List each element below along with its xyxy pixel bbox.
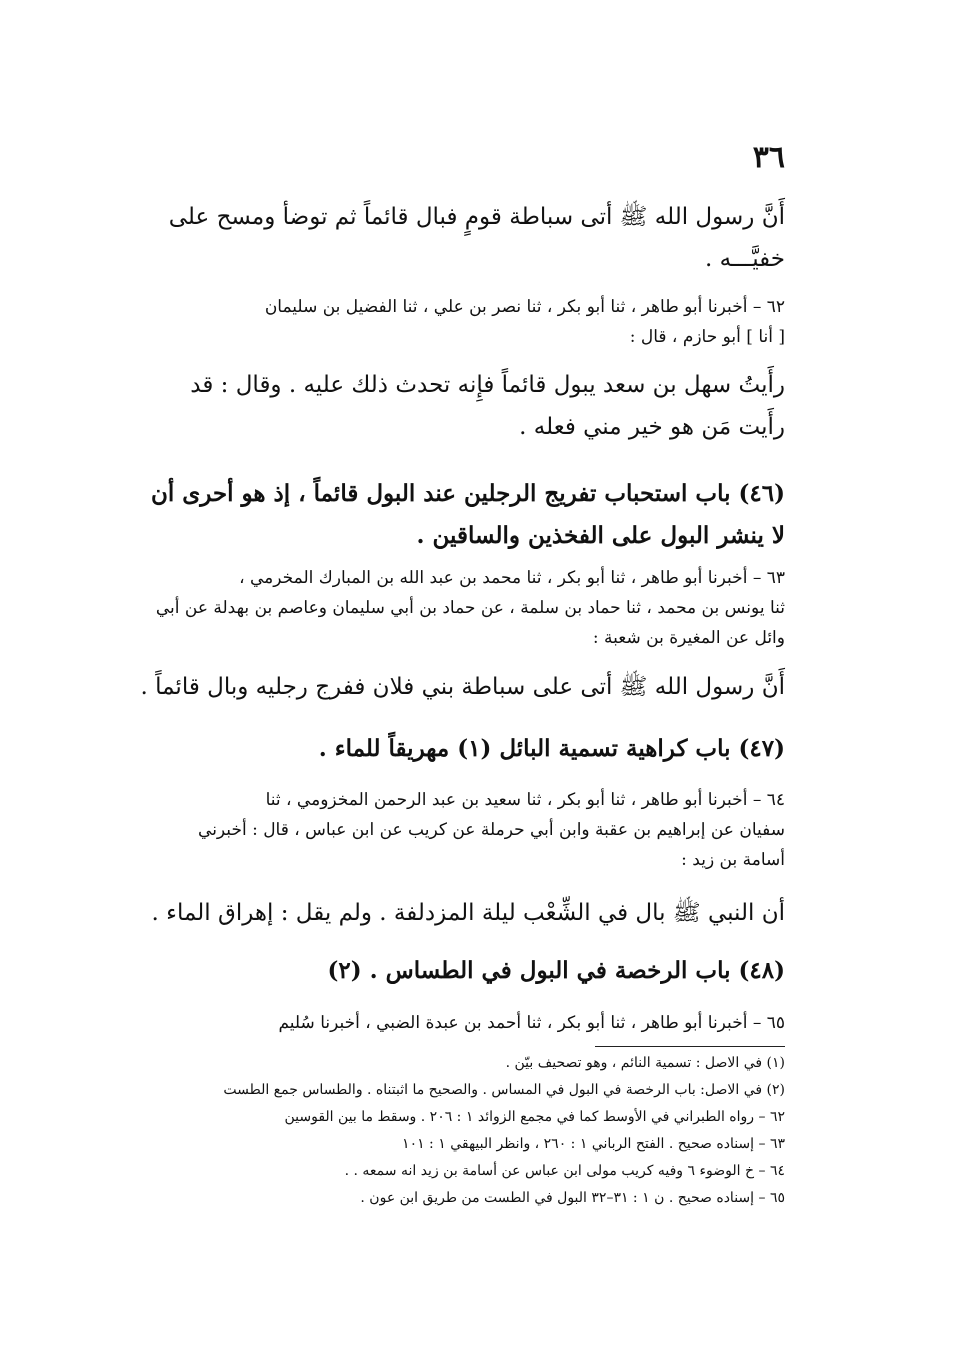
text-line: أَنَّ رسول الله ﷺ أتى على سباطة بني فلان ففرج رجليه وبال قائماً . xyxy=(140,674,785,700)
heading-line: (٤٧) باب كراهية تسمية البائل (١) مهريقاً للماء . xyxy=(318,735,785,762)
footnotes xyxy=(115,1050,785,1212)
footnote: ٦٣ – إسناده صحيح . الفتح الرباني ١ : ٢٦٠ ، وانظر البيهقي ١ : ١٠١ xyxy=(402,1136,785,1152)
page-number: ٣٦ xyxy=(752,140,785,175)
chapter-heading xyxy=(115,728,785,770)
text-line: رأَيتُ سهل بن سعد يبول قائماً فإِنه تحدث ذلك عليه . وقال : قد xyxy=(190,372,785,398)
hadith-text xyxy=(115,196,785,280)
text-line: ٦٢ – أخبرنا أبو طاهر ، ثنا أبو بكر ، ثنا نصر بن علي ، ثنا الفضيل بن سليمان xyxy=(264,297,785,317)
heading-line: (٤٦) باب استحباب تفريج الرجلين عند البول قائماً ، إذ هو أحرى أن xyxy=(150,480,785,507)
text-line: ٦٤ – أخبرنا أبو طاهر ، ثنا أبو بكر ، ثنا سعيد بن عبد الرحمن المخزومي ، ثنا xyxy=(265,790,785,810)
text-line: أَنَّ رسول الله ﷺ أتى سباطة قومٍ فبال قائماً ثم توضأ ومسح على xyxy=(168,204,785,230)
hadith-text xyxy=(115,364,785,448)
chapter-heading xyxy=(115,950,785,992)
chapter-heading xyxy=(115,473,785,557)
text-line: خفيَّـــه . xyxy=(705,246,785,272)
footnote: ٦٥ – إسناده صحيح . ن ١ : ٣١–٣٢ البول في الطست من طريق ابن عون . xyxy=(360,1190,785,1206)
isnad-text xyxy=(115,1008,785,1038)
isnad-text xyxy=(115,292,785,352)
hadith-text xyxy=(115,892,785,934)
heading-line: لا ينشر البول على الفخذين والساقين . xyxy=(416,522,785,549)
isnad-text xyxy=(115,785,785,875)
text-line: ٦٣ – أخبرنا أبو طاهر ، ثنا أبو بكر ، ثنا محمد بن عبد الله بن المبارك المخرمي ، xyxy=(239,568,785,588)
text-line: ٦٥ – أخبرنا أبو طاهر ، ثنا أبو بكر ، ثنا أحمد بن عبدة الضبي ، أخبرنا سُليم xyxy=(278,1013,785,1033)
footnote-separator xyxy=(595,1046,785,1047)
hadith-text xyxy=(115,666,785,708)
footnote: ٦٢ – رواه الطبراني في الأوسط كما في مجمع الزوائد ١ : ٢٠٦ . وسقط ما بين القوسين xyxy=(284,1109,785,1125)
text-line: سفيان عن إبراهيم بن عقبة وابن أبي حرملة عن كريب عن ابن عباس ، قال : أخبرني xyxy=(198,820,785,840)
isnad-text xyxy=(115,563,785,653)
text-line: وائل عن المغيرة بن شعبة : xyxy=(592,628,785,648)
text-line: رأَيت مَن هو خير مني فعله . xyxy=(519,414,785,440)
footnote: (١) في الاصل : تسمية النائم ، وهو تصحيف بيّن . xyxy=(505,1055,785,1071)
footnote: ٦٤ – خ الوضوء ٦ وفيه كريب مولى ابن عباس عن أسامة بن زيد انه سمعه . . xyxy=(344,1163,785,1179)
text-line: أن النبي ﷺ بال في الشِّعْب ليلة المزدلفة . ولم يقل : إهراق الماء . xyxy=(151,900,785,926)
text-line: أسامة بن زيد : xyxy=(681,850,785,870)
heading-line: (٤٨) باب الرخصة في البول في الطساس . (٢) xyxy=(327,957,785,984)
text-line: [ أنا ] أبو حازم ، قال : xyxy=(629,327,785,347)
text-line: ثنا يونس بن محمد ، ثنا حماد بن سلمة ، عن حماد بن أبي سليمان وعاصم بن بهدلة عن أبي xyxy=(155,598,785,618)
footnote: (٢) في الاصل: باب الرخصة في البول في المساس . والصحيح ما اثبتناه . والطساس جمع الطست xyxy=(223,1082,785,1098)
